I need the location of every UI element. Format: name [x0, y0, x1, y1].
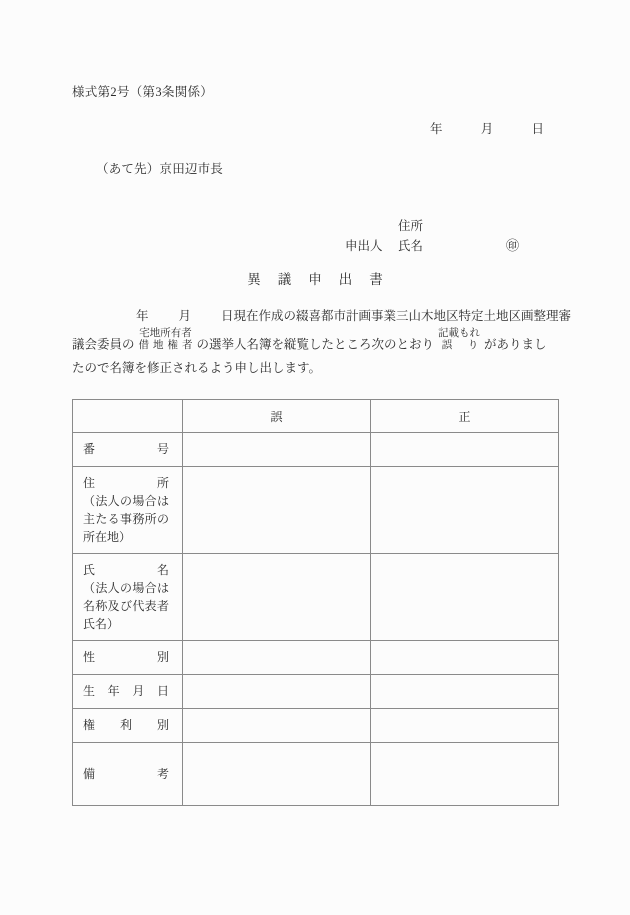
label-char: 生 [83, 684, 96, 698]
row-label-inner [73, 641, 182, 673]
row-subline: 名称及び代表者 [83, 599, 169, 613]
body-year-label: 年 [136, 309, 149, 323]
input-cell-number-wrong[interactable] [183, 433, 371, 467]
row-label-birthdate [73, 675, 183, 709]
error-type-stack [434, 328, 484, 351]
header-cell-wrong: 誤 [183, 400, 371, 433]
row-label-sex [73, 641, 183, 675]
table-header-row [73, 400, 559, 433]
row-label-inner [73, 709, 182, 741]
input-cell-right-type-correct[interactable] [371, 709, 559, 743]
label-char: 所 [156, 476, 169, 490]
input-cell-birthdate-correct[interactable] [371, 675, 559, 709]
input-cell-sex-correct[interactable] [371, 641, 559, 675]
row-label-chars-right-type [83, 716, 169, 734]
row-label-address [73, 467, 183, 554]
table-body [73, 400, 559, 806]
seal-icon: ㊞ [506, 238, 520, 253]
body-paragraph [72, 303, 572, 381]
applicant-address-label: 住所 [398, 219, 424, 233]
header-cell-correct: 正 [371, 400, 559, 433]
row-label-right-type [73, 709, 183, 743]
input-cell-name-correct[interactable] [371, 554, 559, 641]
label-char: 年 [107, 684, 120, 698]
body-line1-rest: 日現在作成の綴喜都市計画事業三山木地区特定土地区画整理審 [221, 309, 572, 323]
date-line [430, 119, 544, 137]
table-row-number [73, 433, 559, 467]
error-type-bottom-b: り [467, 339, 479, 351]
applicant-label: 申出人 [345, 239, 383, 253]
label-char: 利 [119, 718, 132, 732]
header-cell-label [73, 400, 183, 433]
addressee: （あて先）京田辺市長 [96, 162, 224, 176]
table-row-address [73, 467, 559, 554]
row-subline: 氏名） [83, 617, 120, 631]
body-line2-end: がありまし [484, 337, 547, 352]
error-type-bottom [434, 340, 484, 352]
row-label-inner [73, 467, 182, 553]
table-row-name [73, 554, 559, 641]
rights-holder-stack [135, 328, 197, 351]
label-char: 別 [156, 650, 169, 664]
row-subline: （法人の場合は [83, 581, 169, 595]
date-day-label: 日 [531, 122, 545, 136]
row-label-inner [73, 554, 182, 640]
body-line-3: たので名簿を修正されるよう申し出します。 [72, 361, 322, 375]
row-label-inner [73, 675, 182, 707]
error-type-bottom-a: 誤 [441, 339, 453, 351]
row-label-remarks [73, 743, 183, 806]
label-char: 月 [132, 684, 145, 698]
correction-table [72, 399, 559, 806]
input-cell-right-type-wrong[interactable] [183, 709, 371, 743]
row-label-chars-birthdate [83, 682, 169, 700]
form-number: 様式第2号（第3条関係） [72, 85, 214, 99]
label-char: 号 [156, 442, 169, 456]
body-line2-start: 議会委員の [72, 337, 135, 352]
input-cell-sex-wrong[interactable] [183, 641, 371, 675]
label-char: 考 [156, 767, 169, 781]
label-char: 日 [156, 684, 169, 698]
row-label-chars-remarks [83, 765, 169, 783]
label-char: 名 [156, 563, 169, 577]
input-cell-address-wrong[interactable] [183, 467, 371, 554]
row-label-inner [73, 743, 182, 790]
row-label-chars-address [83, 474, 169, 492]
row-subline: （法人の場合は [83, 494, 169, 508]
input-cell-address-correct[interactable] [371, 467, 559, 554]
row-label-number [73, 433, 183, 467]
input-cell-remarks-correct[interactable] [371, 743, 559, 806]
label-char: 備 [83, 767, 96, 781]
label-char: 権 [83, 718, 96, 732]
row-label-chars-sex [83, 648, 169, 666]
row-label-name [73, 554, 183, 641]
table-row-sex [73, 641, 559, 675]
rights-holder-top: 宅地所有者 [139, 328, 192, 339]
body-line2-mid: の選挙人名簿を縦覧したところ次のとおり [196, 337, 435, 352]
applicant-name-label: 氏名 [398, 239, 424, 253]
body-month-label: 月 [178, 309, 192, 323]
body-line-1 [72, 303, 572, 329]
table-row-right-type [73, 709, 559, 743]
label-char: 性 [83, 650, 96, 664]
label-char: 氏 [83, 563, 96, 577]
input-cell-name-wrong[interactable] [183, 554, 371, 641]
rights-holder-bottom: 借地権者 [138, 339, 197, 351]
date-year-label: 年 [430, 122, 443, 136]
row-subline: 所在地） [83, 530, 132, 544]
body-line-2 [72, 329, 562, 355]
row-label-inner [73, 433, 182, 465]
table-row-birthdate [73, 675, 559, 709]
row-label-chars-number [83, 440, 169, 458]
input-cell-number-correct[interactable] [371, 433, 559, 467]
input-cell-remarks-wrong[interactable] [183, 743, 371, 806]
date-month-label: 月 [480, 122, 494, 136]
label-char: 住 [83, 476, 96, 490]
error-type-top: 記載もれ [438, 328, 481, 339]
label-char: 番 [83, 442, 96, 456]
table-row-remarks [73, 743, 559, 806]
label-char: 別 [156, 718, 169, 732]
page-title: 異議申出書 [247, 272, 400, 287]
row-label-chars-name [83, 561, 169, 579]
row-subline: 主たる事務所の [83, 512, 169, 526]
input-cell-birthdate-wrong[interactable] [183, 675, 371, 709]
